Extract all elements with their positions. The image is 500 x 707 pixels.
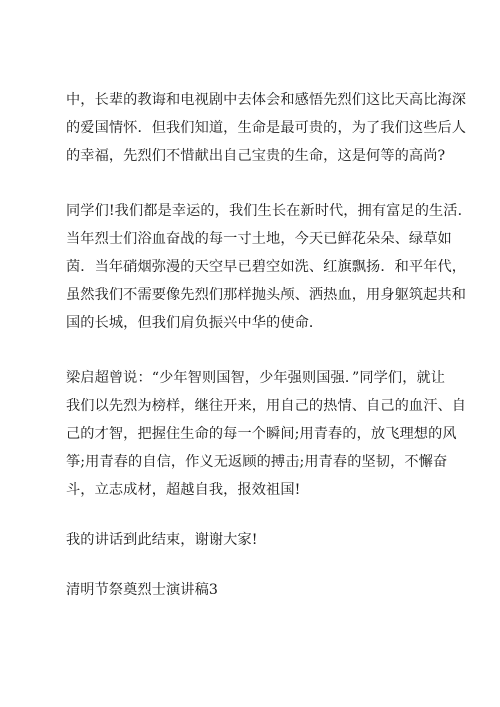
text-line: 斗，立志成材，超越自我，报效祖国! bbox=[66, 482, 301, 498]
text-line: 茵．当年硝烟弥漫的天空早已碧空如洗、红旗飘扬．和平年代， bbox=[66, 259, 467, 275]
text-line: 我们以先烈为榜样，继往开来，用自己的热情、自己的血汗、自 bbox=[66, 398, 467, 414]
document-body bbox=[66, 86, 472, 604]
text-line: 中，长辈的教诲和电视剧中去体会和感悟先烈们这比天高比海深 bbox=[66, 92, 467, 108]
text-line: 梁启超曾说：“少年智则国智，少年强则国强．”同学们，就让 bbox=[66, 370, 446, 386]
paragraph-spacer bbox=[66, 337, 438, 364]
paragraph-quote bbox=[66, 364, 467, 504]
text-line: 虽然我们不需要像先烈们那样抛头颅、洒热血，用身躯筑起共和 bbox=[66, 287, 467, 303]
paragraph-spacer bbox=[66, 554, 438, 576]
text-line: 同学们!我们都是幸运的，我们生长在新时代，拥有富足的生活． bbox=[66, 203, 472, 219]
text-line: 当年烈士们浴血奋战的每一寸土地，今天已鲜花朵朵、绿草如 bbox=[66, 231, 452, 247]
text-line: 国的长城，但我们肩负振兴中华的使命． bbox=[66, 315, 324, 331]
section-heading bbox=[66, 576, 438, 604]
paragraph-spacer bbox=[66, 170, 438, 197]
text-line: 我的讲话到此结束，谢谢大家! bbox=[66, 532, 258, 548]
paragraph-closing bbox=[66, 526, 438, 554]
section-title: 清明节祭奠烈士演讲稿3 bbox=[66, 582, 219, 598]
paragraph-spacer bbox=[66, 504, 438, 526]
text-line: 的爱国情怀．但我们知道，生命是最可贵的，为了我们这些后人 bbox=[66, 120, 467, 136]
text-line: 筝;用青春的自信，作义无返顾的搏击;用青春的坚韧，不懈奋 bbox=[66, 454, 448, 470]
text-line: 的幸福，先烈们不惜献出自己宝贵的生命，这是何等的高尚? bbox=[66, 148, 446, 164]
paragraph-patriotism bbox=[66, 86, 467, 170]
paragraph-new-era bbox=[66, 197, 472, 337]
text-line: 己的才智，把握住生命的每一个瞬间;用青春的，放飞理想的风 bbox=[66, 426, 457, 442]
